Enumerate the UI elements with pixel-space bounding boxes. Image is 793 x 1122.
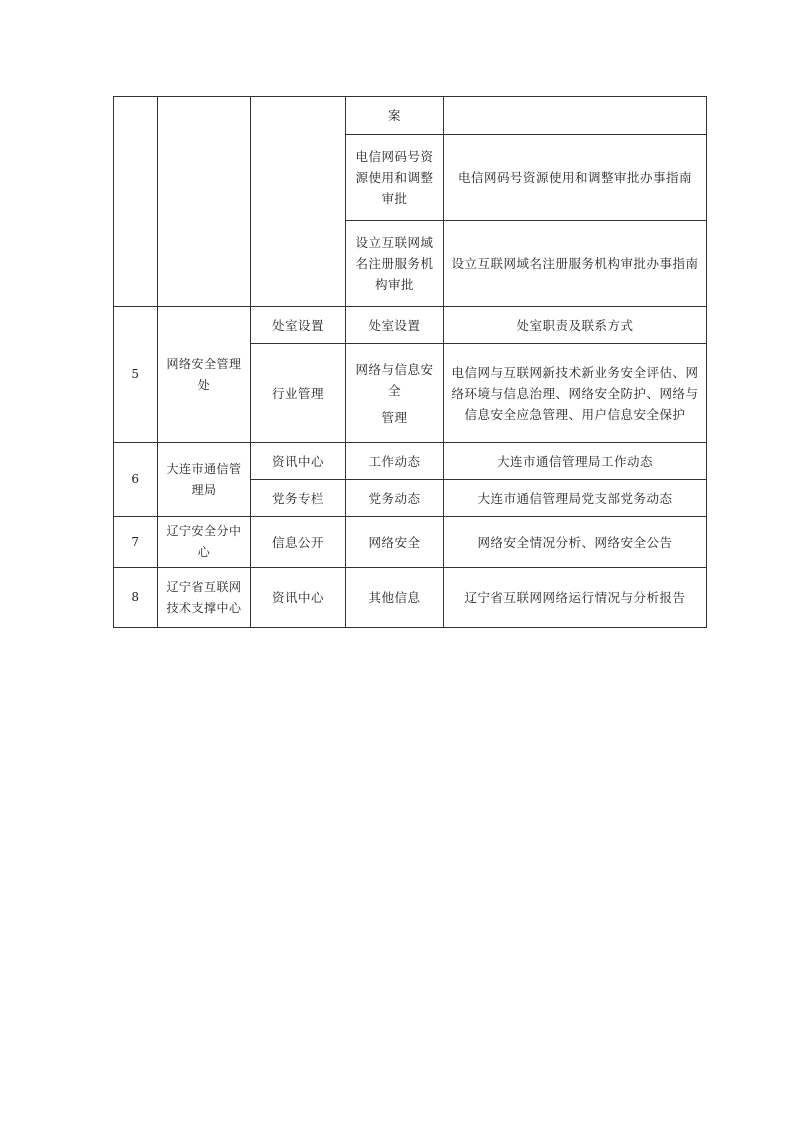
num-cell: 5 — [114, 307, 158, 443]
desc-cell: 电信网码号资源使用和调整审批办事指南 — [444, 135, 707, 221]
num-cell: 6 — [114, 443, 158, 517]
dept-cell: 辽宁省互联网技术支撑中心 — [158, 568, 251, 628]
section-cell: 处室设置 — [251, 307, 346, 344]
desc-cell: 大连市通信管理局党支部党务动态 — [444, 480, 707, 517]
item-line: 网络与信息安全 — [355, 361, 434, 398]
desc-cell — [444, 97, 707, 135]
desc-cell: 电信网与互联网新技术新业务安全评估、网络环境与信息治理、网络安全防护、网络与信息安全应急管理、用户信息安全保护 — [444, 344, 707, 443]
dept-cell: 辽宁安全分中心 — [158, 517, 251, 568]
dept-cell: 网络安全管理处 — [158, 307, 251, 443]
desc-cell: 网络安全情况分析、网络安全公告 — [444, 517, 707, 568]
dept-cell — [158, 97, 251, 307]
item-cell: 案 — [346, 97, 444, 135]
section-cell: 信息公开 — [251, 517, 346, 568]
section-cell — [251, 97, 346, 307]
section-cell: 资讯中心 — [251, 568, 346, 628]
desc-cell: 处室职责及联系方式 — [444, 307, 707, 344]
item-cell: 其他信息 — [346, 568, 444, 628]
item-cell: 网络安全 — [346, 517, 444, 568]
item-cell: 工作动态 — [346, 443, 444, 480]
info-catalog-table — [113, 96, 707, 628]
item-cell: 党务动态 — [346, 480, 444, 517]
item-cell — [346, 344, 444, 443]
item-cell: 设立互联网域名注册服务机构审批 — [346, 221, 444, 307]
num-cell: 8 — [114, 568, 158, 628]
desc-cell: 设立互联网域名注册服务机构审批办事指南 — [444, 221, 707, 307]
item-line: 管理 — [381, 409, 408, 425]
num-cell: 7 — [114, 517, 158, 568]
section-cell: 党务专栏 — [251, 480, 346, 517]
dept-cell: 大连市通信管理局 — [158, 443, 251, 517]
desc-cell: 大连市通信管理局工作动态 — [444, 443, 707, 480]
table-row — [114, 517, 707, 568]
num-cell — [114, 97, 158, 307]
table-row — [114, 97, 707, 135]
table-row — [114, 568, 707, 628]
table-row — [114, 307, 707, 344]
section-cell: 资讯中心 — [251, 443, 346, 480]
section-cell: 行业管理 — [251, 344, 346, 443]
desc-cell: 辽宁省互联网网络运行情况与分析报告 — [444, 568, 707, 628]
item-cell: 电信网码号资源使用和调整审批 — [346, 135, 444, 221]
item-cell: 处室设置 — [346, 307, 444, 344]
table-row — [114, 443, 707, 480]
